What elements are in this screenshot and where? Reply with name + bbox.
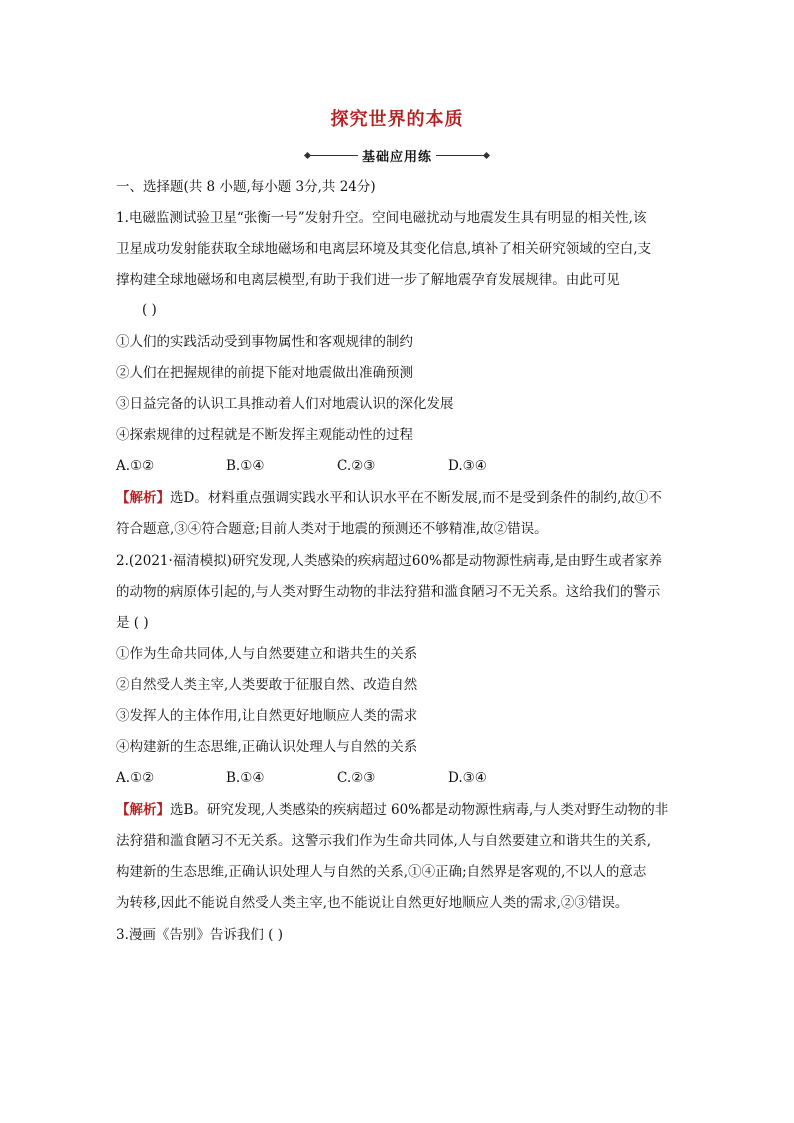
section-heading [0, 146, 794, 165]
q2-item-4: ④构建新的生态思维,正确认识处理人与自然的关系 [116, 739, 418, 755]
q1-option-a[interactable]: A.①② [116, 458, 155, 474]
part-header: 一、选择题(共 8 小题,每小题 3分,共 24分) [116, 179, 376, 195]
q1-answer-paren: ( ) [142, 302, 157, 318]
q1-stem-line-2: 卫星成功发射能获取全球地磁场和电离层环境及其变化信息,填补了相关研究领域的空白,支 [116, 241, 652, 257]
q1-analysis-line-2: 符合题意,③④符合题意;目前人类对于地震的预测还不够精准,故②错误。 [116, 521, 548, 537]
q2-stem-line-2: 的动物的病原体引起的,与人类对野生动物的非法狩猎和滥食陋习不无关系。这给我们的警示 [116, 584, 661, 600]
q2-stem-line-1: 2.(2021·福清模拟)研究发现,人类感染的疾病超过60%都是动物源性病毒,是由野生或者家养 [116, 553, 663, 569]
divider-line-left [310, 155, 358, 156]
q1-analysis-line-1 [116, 488, 662, 508]
q1-analysis-text-1: 选D。材料重点强调实践水平和认识水平在不断发展,而不是受到条件的制约,故①不 [170, 490, 662, 506]
page-title: 探究世界的本质 [330, 109, 464, 130]
q1-option-d[interactable]: D.③④ [448, 458, 487, 474]
section-label: 基础应用练 [361, 150, 432, 165]
q1-option-b[interactable]: B.①④ [226, 458, 265, 474]
q1-analysis-tag: 【解析】 [116, 490, 170, 506]
q1-item-2: ②人们在把握规律的前提下能对地震做出准确预测 [116, 365, 413, 381]
q2-analysis-line-1 [116, 800, 668, 820]
q2-analysis-tag: 【解析】 [116, 802, 170, 818]
q1-stem-line-3: 撑构建全球地磁场和电离层模型,有助于我们进一步了解地震孕育发展规律。由此可见 [116, 272, 620, 288]
q1-item-4: ④探索规律的过程就是不断发挥主观能动性的过程 [116, 427, 413, 443]
q1-stem-line-1: 1.电磁监测试验卫星“张衡一号”发射升空。空间电磁扰动与地震发生具有明显的相关性,该 [116, 210, 647, 226]
q2-option-b[interactable]: B.①④ [226, 770, 265, 786]
q2-analysis-line-4: 为转移,因此不能说自然受人类主宰,也不能说让自然更好地顺应人类的需求,②③错误。 [116, 895, 629, 911]
q2-analysis-line-3: 构建新的生态思维,正确认识处理人与自然的关系,①④正确;自然界是客观的,不以人的意志 [116, 864, 647, 880]
q2-item-2: ②自然受人类主宰,人类要敢于征服自然、改造自然 [116, 677, 418, 693]
divider-line-right [436, 155, 484, 156]
q2-stem-line-3: 是 ( ) [116, 615, 149, 631]
q1-item-1: ①人们的实践活动受到事物属性和客观规律的制约 [116, 334, 413, 350]
divider-dot-right [483, 152, 490, 159]
q2-option-a[interactable]: A.①② [116, 770, 155, 786]
q2-analysis-line-2: 法狩猎和滥食陋习不无关系。这警示我们作为生命共同体,人与自然要建立和谐共生的关系, [116, 833, 652, 849]
divider-dot-left [304, 152, 311, 159]
q2-item-1: ①作为生命共同体,人与自然要建立和谐共生的关系 [116, 646, 418, 662]
q1-option-c[interactable]: C.②③ [337, 458, 376, 474]
q2-option-d[interactable]: D.③④ [448, 770, 487, 786]
q2-analysis-text-1: 选B。研究发现,人类感染的疾病超过 60%都是动物源性病毒,与人类对野生动物的非 [170, 802, 669, 818]
q2-item-3: ③发挥人的主体作用,让自然更好地顺应人类的需求 [116, 708, 418, 724]
q1-item-3: ③日益完备的认识工具推动着人们对地震认识的深化发展 [116, 396, 454, 412]
q3-stem: 3.漫画《告别》告诉我们 ( ) [116, 927, 283, 943]
q2-option-c[interactable]: C.②③ [337, 770, 376, 786]
